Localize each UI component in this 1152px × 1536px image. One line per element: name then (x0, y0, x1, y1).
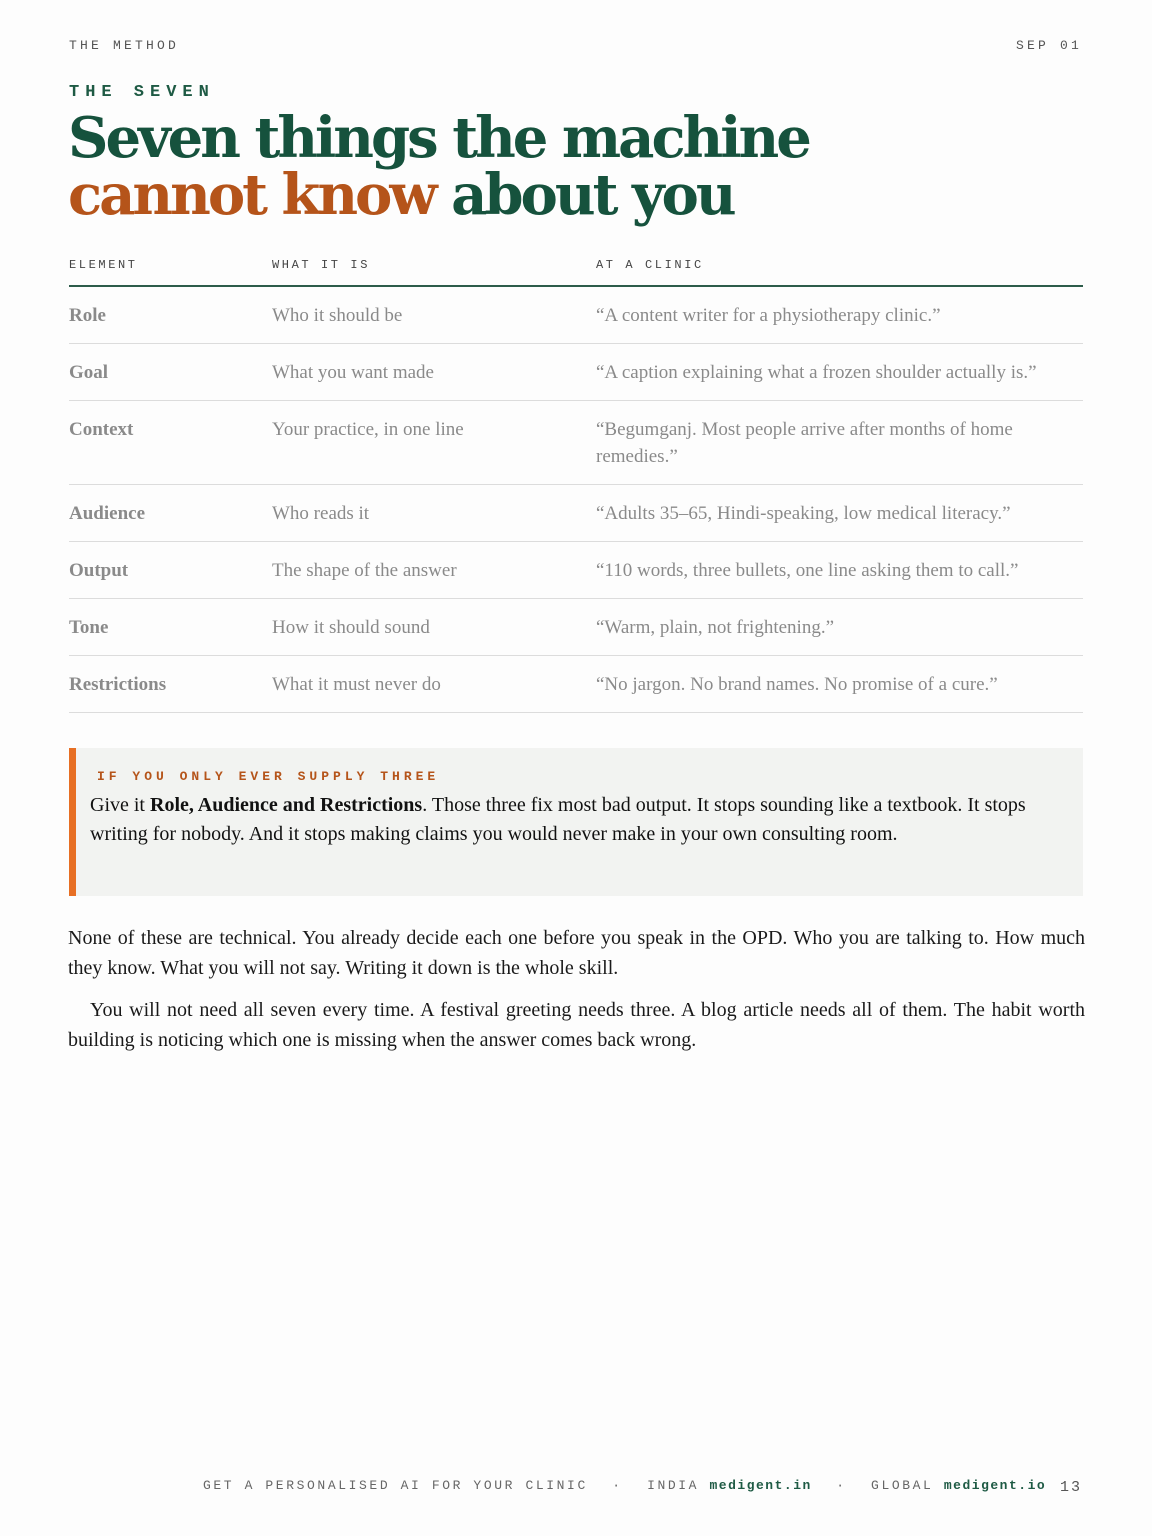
what-cell: How it should sound (272, 617, 430, 638)
element-cell: Output (69, 560, 129, 581)
footer (203, 1478, 1046, 1493)
what-cell: Who it should be (272, 305, 403, 326)
table-row (69, 656, 1083, 713)
element-cell: Audience (69, 503, 145, 524)
column-header-what: WHAT IT IS (272, 258, 371, 272)
element-cell: Context (69, 419, 134, 440)
element-cell: Tone (69, 617, 109, 638)
section-label: THE METHOD (69, 38, 180, 53)
table-row (69, 287, 1083, 344)
clinic-cell: “Begumganj. Most people arrive after months of home remedies.” (596, 419, 1013, 467)
element-cell: Goal (69, 362, 109, 383)
title-rest: about you (434, 162, 734, 228)
what-cell: Your practice, in one line (272, 419, 464, 440)
what-cell: Who reads it (272, 503, 370, 524)
clinic-cell: “No jargon. No brand names. No promise of a cure.” (596, 674, 998, 695)
callout-label: IF YOU ONLY EVER SUPPLY THREE (97, 769, 440, 784)
footer-separator: · (836, 1478, 847, 1493)
page-title (68, 105, 809, 228)
table-header (69, 258, 1083, 287)
elements-table (69, 258, 1083, 713)
what-cell: The shape of the answer (272, 560, 457, 581)
footer-cta: GET A PERSONALISED AI FOR YOUR CLINIC (203, 1478, 588, 1493)
element-cell: Role (69, 305, 106, 326)
title-accent: cannot know (68, 162, 435, 228)
india-label: INDIA (647, 1478, 700, 1493)
clinic-cell: “A content writer for a physiotherapy clinic.” (596, 305, 941, 326)
table-row (69, 344, 1083, 401)
clinic-cell: “Adults 35–65, Hindi-speaking, low medical literacy.” (596, 503, 1011, 524)
india-link[interactable]: medigent.in (709, 1478, 812, 1493)
table-row (69, 599, 1083, 656)
what-cell: What it must never do (272, 674, 441, 695)
callout-text (90, 791, 1043, 849)
global-label: GLOBAL (871, 1478, 934, 1493)
footer-separator: · (612, 1478, 623, 1493)
what-cell: What you want made (272, 362, 434, 383)
global-link[interactable]: medigent.io (943, 1478, 1047, 1493)
paragraph: You will not need all seven every time. A festival greeting needs three. A blog article needs all of them. The habit worth building is noticing which one is missing when the answer comes back wrong. (68, 999, 1085, 1051)
kicker: THE SEVEN (69, 83, 215, 102)
page-number: 13 (1059, 1479, 1082, 1496)
title-line-1: Seven things the machine (68, 105, 809, 171)
table-row (69, 485, 1083, 542)
column-header-element: ELEMENT (69, 258, 138, 272)
table-row (69, 401, 1083, 485)
clinic-cell: “110 words, three bullets, one line asking them to call.” (596, 560, 1019, 581)
callout-lead: Give it (90, 794, 150, 816)
paragraph: None of these are technical. You already decide each one before you speak in the OPD. Who you are talking to. How much they know. What you will not say. Writing it down is the whole skill. (68, 927, 1085, 979)
body-copy (68, 923, 1085, 1067)
callout-rest: . Those three fix most bad output. It stops sounding like a textbook. It stops writing for nobody. And it stops making claims you would never make in your own consulting room. (90, 794, 1026, 845)
table-row (69, 542, 1083, 599)
callout-emphasis: Role, Audience and Restrictions (150, 794, 423, 816)
issue-date: SEP 01 (1015, 38, 1082, 53)
tip-callout (69, 748, 1083, 896)
clinic-cell: “Warm, plain, not frightening.” (596, 617, 835, 638)
element-cell: Restrictions (69, 674, 167, 695)
column-header-clinic: AT A CLINIC (596, 258, 704, 272)
clinic-cell: “A caption explaining what a frozen shoulder actually is.” (596, 362, 1037, 383)
running-header (69, 38, 1082, 53)
